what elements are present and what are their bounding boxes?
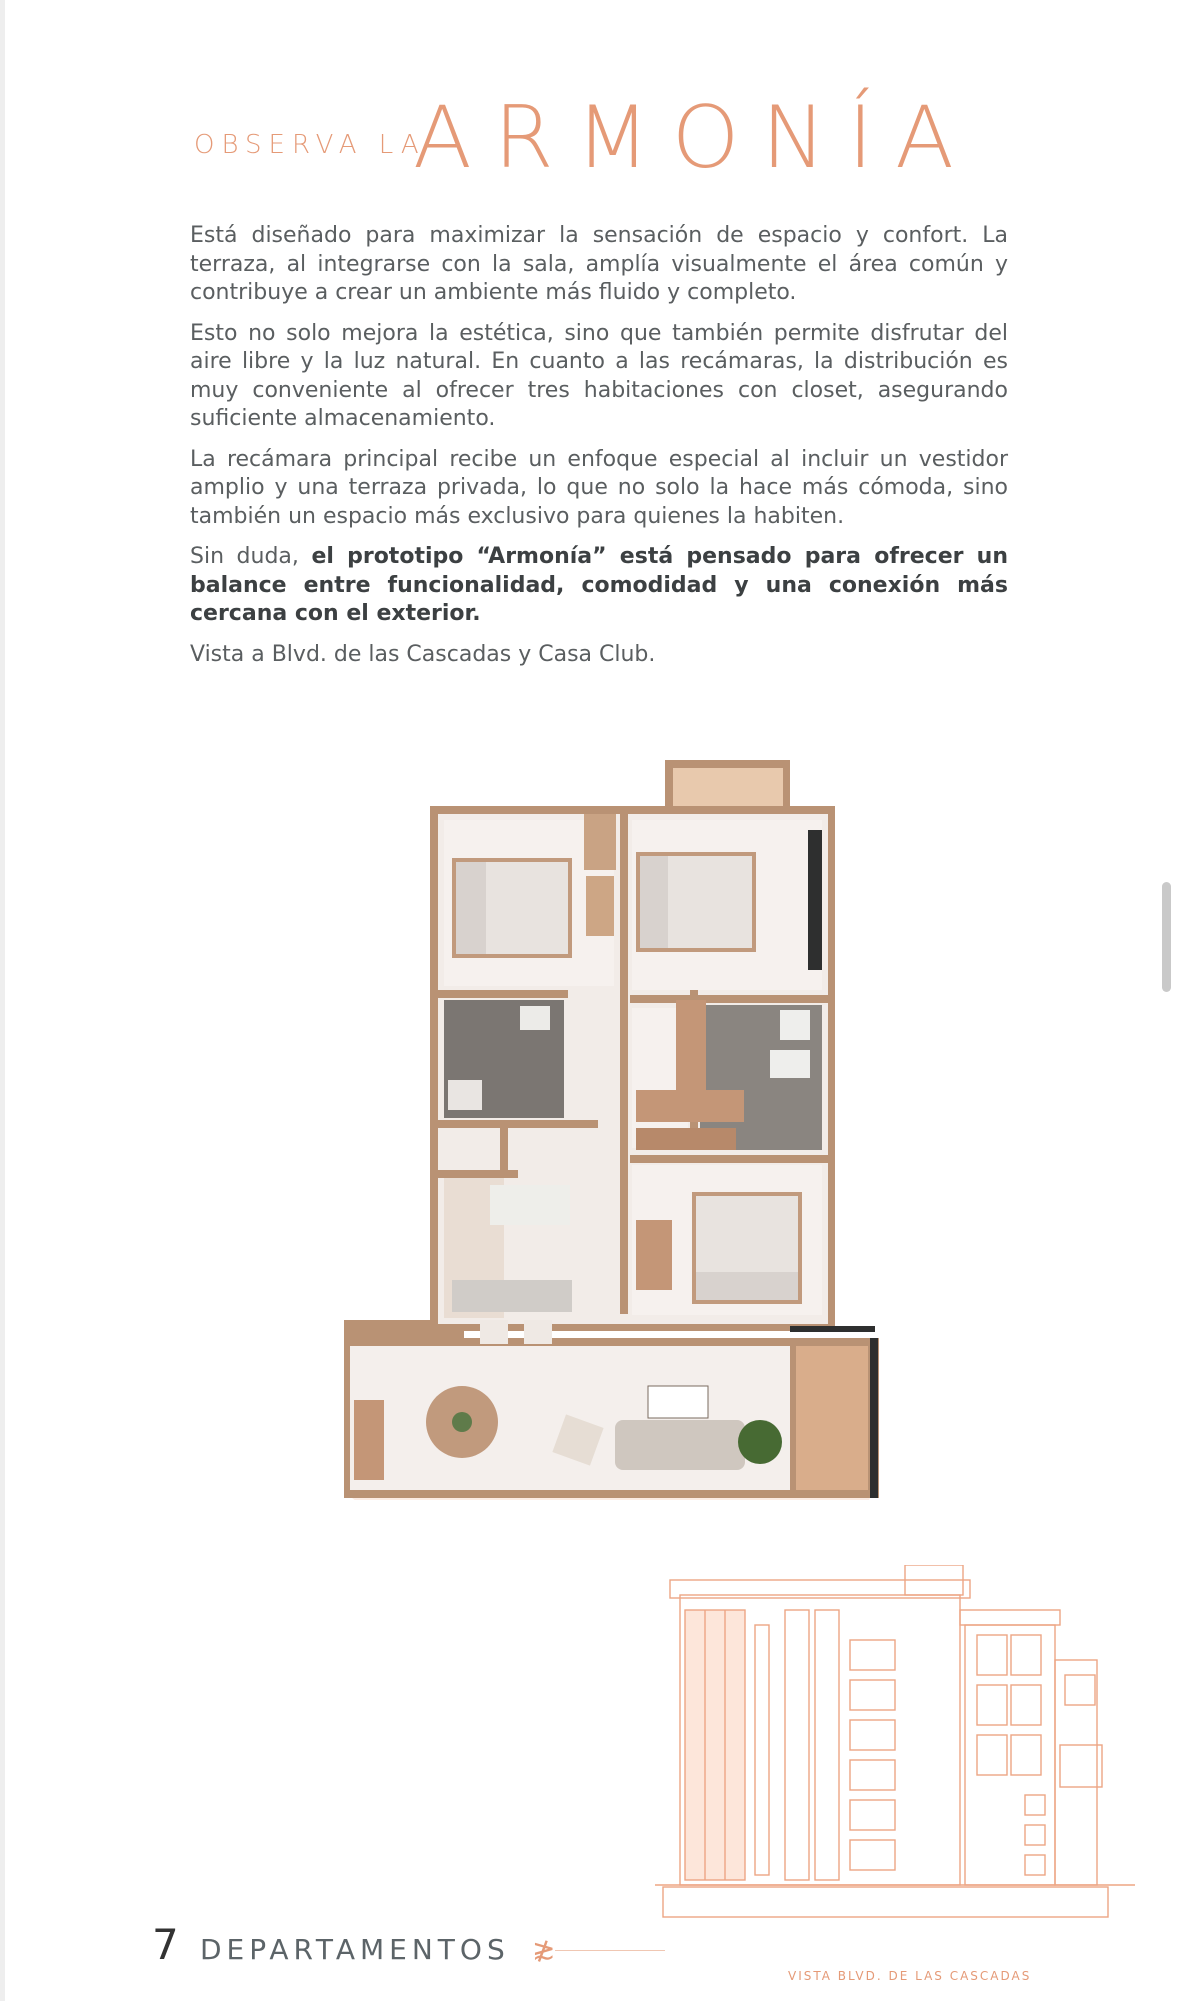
footer-divider — [555, 1950, 665, 1951]
scrollbar-thumb[interactable] — [1162, 882, 1171, 992]
floor-plan-image — [340, 760, 880, 1500]
page-number: 7 — [152, 1920, 179, 1969]
view-note: Vista a Blvd. de las Cascadas y Casa Club. — [190, 641, 656, 667]
closing-bold: el prototipo “Armonía” está pensado para ofrecer un balance entre funcionalidad, comodidad y una conexión más cercana con el exterior. — [190, 544, 1008, 626]
paragraph-3: La recámara principal recibe un enfoque especial al incluir un vestidor amplio y una terraza privada, lo que no solo la hace más cómoda, sino también un espacio más exclusivo para quienes la habiten. — [190, 446, 1008, 529]
building-elevation-image — [655, 1565, 1135, 1925]
zigzag-logo-icon: ≵ — [532, 1933, 556, 1966]
bedroom-1 — [444, 814, 616, 986]
master-bedroom — [632, 1165, 822, 1315]
paragraph-4 — [190, 543, 1008, 629]
page-heading — [190, 88, 990, 188]
closing-lead: Sin duda, — [190, 544, 312, 569]
paragraph-2: Esto no solo mejora la estética, sino que también permite disfrutar del aire libre y la luz natural. En cuanto a las recámaras, la distribución es muy conveniente al ofrecer tres habitaciones con closet, asegurando suficiente almacenamiento. — [190, 320, 1008, 431]
bedroom-2 — [632, 820, 822, 990]
left-edge — [0, 0, 5, 2001]
heading-title: ARMONÍA — [413, 88, 977, 188]
section-label: DEPARTAMENTOS — [200, 1933, 510, 1966]
elevation-caption: VISTA BLVD. DE LAS CASCADAS — [788, 1969, 1032, 1983]
paragraph-1: Está diseñado para maximizar la sensación de espacio y confort. La terraza, al integrarse con la sala, amplía visualmente el área común y contribuye a crear un ambiente más fluido y completo. — [190, 223, 1008, 305]
description — [190, 222, 1008, 681]
heading-prefix: OBSERVA LA — [194, 130, 426, 160]
